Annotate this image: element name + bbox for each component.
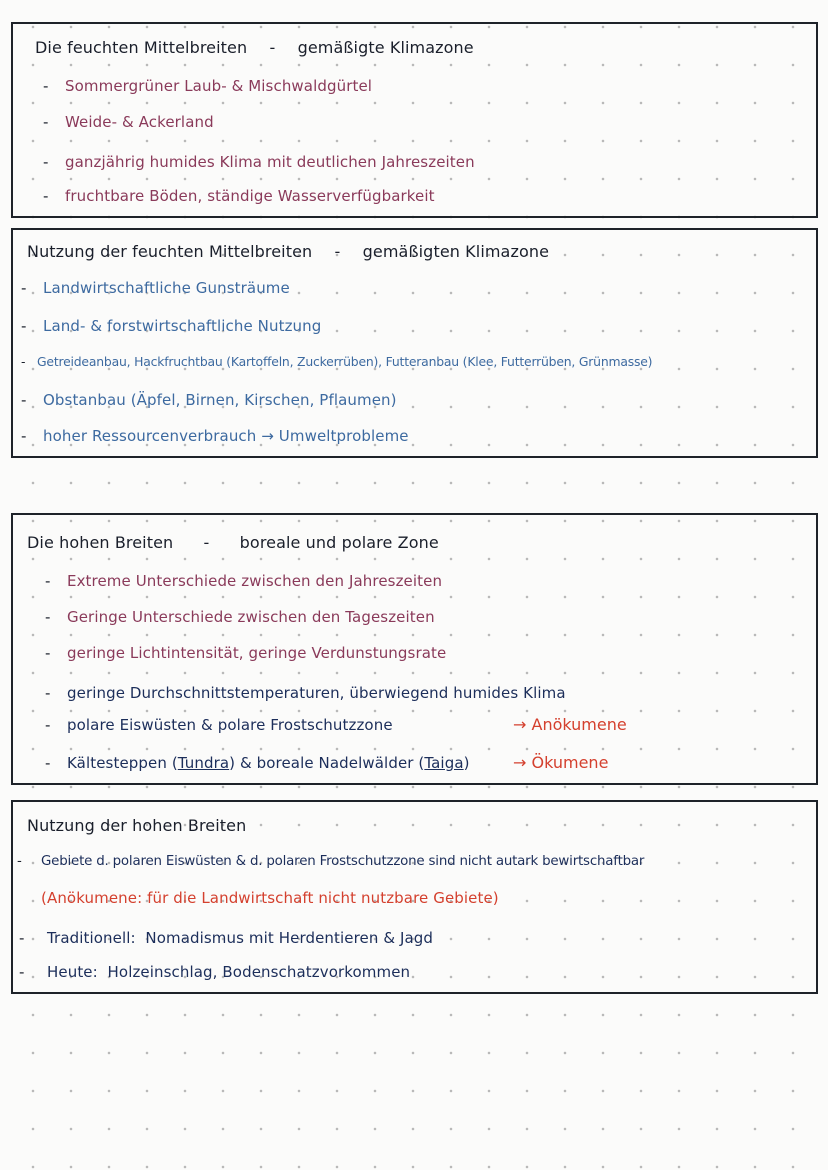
anoekumene-note: → Anökumene	[513, 715, 627, 734]
section-nutzung-mittelbreiten	[11, 228, 818, 458]
title-right: gemäßigte Klimazone	[297, 38, 474, 57]
list-item: - Extreme Unterschiede zwischen den Jahreszeiten	[45, 572, 443, 590]
list-item: - Land- & forstwirtschaftliche Nutzung	[21, 317, 322, 335]
list-item: - Geringe Unterschiede zwischen den Tageszeiten	[45, 608, 435, 626]
taiga-term: Taiga	[424, 754, 464, 772]
section-nutzung-hohe-breiten	[11, 800, 818, 994]
dash: -	[21, 279, 27, 297]
dash: -	[43, 77, 49, 95]
oekumene-note: → Ökumene	[513, 753, 609, 772]
section-feuchte-mittelbreiten	[11, 22, 818, 218]
dash: -	[21, 427, 27, 445]
title-left: Die feuchten Mittelbreiten	[35, 38, 248, 57]
list-item: - Kältesteppen (Tundra) & boreale Nadelwälder (Taiga)	[45, 754, 470, 772]
list-item: - Heute: Holzeinschlag, Bodenschatzvorkommen	[19, 963, 411, 981]
title-separator: -	[334, 242, 341, 261]
anoekumene-definition: (Anökumene: für die Landwirtschaft nicht nutzbare Gebiete)	[41, 889, 499, 907]
title-left: Die hohen Breiten	[27, 533, 174, 552]
list-item: - Getreideanbau, Hackfruchtbau (Kartoffeln, Zuckerrüben), Futteranbau (Klee, Futterrüben, Grünmasse)	[21, 352, 652, 372]
dash: -	[21, 354, 26, 369]
list-item: - Landwirtschaftliche Gunsträume	[21, 279, 290, 297]
title-right: boreale und polare Zone	[239, 533, 439, 552]
dash: -	[21, 391, 27, 409]
dash: -	[45, 572, 51, 590]
list-item: - fruchtbare Böden, ständige Wasserverfügbarkeit	[43, 187, 435, 205]
list-item: - polare Eiswüsten & polare Frostschutzzone	[45, 716, 393, 734]
list-item: - geringe Durchschnittstemperaturen, überwiegend humides Klima	[45, 684, 566, 702]
list-item: - Weide- & Ackerland	[43, 113, 214, 131]
section-hohe-breiten	[11, 513, 818, 785]
dash: -	[19, 963, 25, 981]
list-item: - geringe Lichtintensität, geringe Verdunstungsrate	[45, 644, 447, 662]
dash: -	[45, 716, 51, 734]
title-left: Nutzung der feuchten Mittelbreiten	[27, 242, 313, 261]
dash: -	[21, 317, 27, 335]
item-label: Heute:	[47, 963, 98, 981]
dash: -	[45, 684, 51, 702]
dash: -	[17, 854, 22, 869]
title-right: gemäßigten Klimazone	[362, 242, 550, 261]
dash: -	[45, 644, 51, 662]
dash: -	[45, 754, 51, 772]
list-item: - hoher Ressourcenverbrauch → Umweltprobleme	[21, 427, 409, 445]
section-title	[27, 533, 439, 553]
title-separator: -	[203, 533, 210, 552]
section-title	[35, 38, 474, 58]
list-item: - ganzjährig humides Klima mit deutlichen Jahreszeiten	[43, 153, 475, 171]
list-item: - Gebiete d. polaren Eiswüsten & d. polaren Frostschutzzone sind nicht autark bewirtschaftbar	[17, 852, 644, 872]
list-item: - Obstanbau (Äpfel, Birnen, Kirschen, Pflaumen)	[21, 391, 397, 409]
list-item: - Traditionell: Nomadismus mit Herdentieren & Jagd	[19, 929, 434, 947]
dash: -	[43, 187, 49, 205]
dash: -	[45, 608, 51, 626]
dash: -	[43, 113, 49, 131]
list-item: - Sommergrüner Laub- & Mischwaldgürtel	[43, 77, 373, 95]
section-title	[27, 242, 549, 262]
title-separator: -	[269, 38, 276, 57]
tundra-term: Tundra	[177, 754, 230, 772]
dash: -	[19, 929, 25, 947]
dash: -	[43, 153, 49, 171]
item-label: Traditionell:	[47, 929, 136, 947]
section-title: Nutzung der hohen Breiten	[27, 816, 247, 835]
